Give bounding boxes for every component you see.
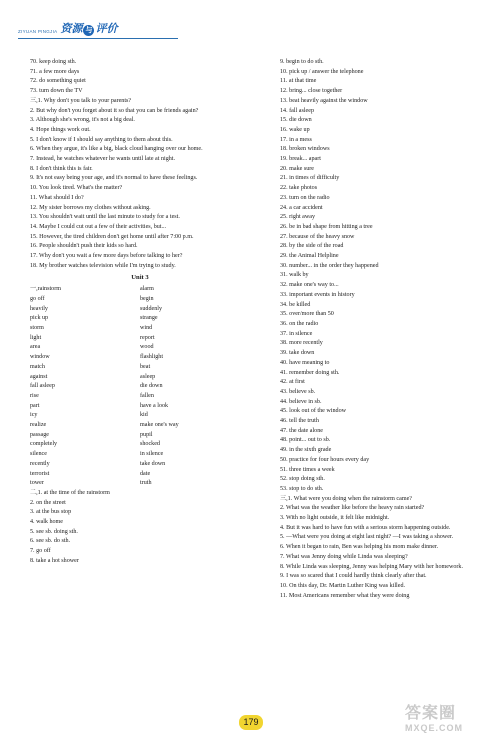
vocab-word: completely [30, 441, 58, 448]
text-line: 8. While Linda was sleeping, Jenny was helping Mary with her homework. [280, 563, 463, 570]
right-column [280, 58, 485, 601]
vocab-word: kid [140, 412, 148, 419]
vocab-word: beat [140, 363, 151, 370]
text-line: 8. I don't think this is fair. [30, 165, 93, 172]
vocab-word: tower [30, 480, 44, 487]
left-column [30, 58, 250, 567]
vocab-word: take down [140, 460, 166, 467]
vocab-word: fall asleep [30, 383, 55, 390]
vocab-word: pupil [140, 431, 153, 438]
text-line: 2. But why don't you forget about it so that you can be friends again? [30, 107, 199, 114]
vocab-word: report [140, 334, 155, 341]
text-line: 17. in a mess [280, 136, 312, 143]
vocab-word: truth [140, 480, 152, 487]
text-line: 49. in the sixth grade [280, 447, 332, 454]
text-line: 9. It's not easy being your age, and it's normal to have these feelings. [30, 175, 198, 182]
text-line: 29. the Animal Helpline [280, 253, 339, 260]
watermark-url: MXQE.COM [405, 723, 464, 733]
vocab-word: strange [140, 315, 158, 322]
vocab-word: wood [140, 344, 154, 351]
brand-text-a: 资源 [60, 22, 83, 35]
vocab-word: die down [140, 383, 163, 390]
text-line: 三,1. What were you doing when the rainstorm came? [280, 495, 412, 502]
text-line: 42. at first [280, 379, 305, 386]
text-line: 10. On this day, Dr. Martin Luther King was killed. [280, 582, 406, 589]
brand-pinyin: ZIYUAN PINGJIA [18, 29, 58, 34]
text-line: 31. walk by [280, 272, 309, 279]
text-line: 16. People shouldn't push their kids so hard. [30, 243, 138, 250]
text-line: 4. Hope things work out. [30, 126, 91, 133]
text-line: 4. walk home [30, 519, 64, 526]
text-line: 16. wake up [280, 126, 310, 133]
text-line: 30. number... in the order they happened [280, 262, 379, 269]
text-line: 72. do something quiet [30, 78, 86, 85]
brand-circle-icon: 与 [85, 26, 93, 34]
text-line: 10. pick up / answer the telephone [280, 68, 364, 75]
vocab-word: window [30, 354, 50, 361]
vocab-word: icy [30, 412, 38, 419]
page-number: 179 [239, 715, 263, 730]
text-line: 70. keep doing sth. [30, 59, 77, 65]
text-line: 7. What was Jenny doing while Linda was sleeping? [280, 553, 408, 560]
vocab-word: light [30, 334, 42, 341]
text-line: 20. make sure [280, 165, 315, 172]
brand-text-b: 评价 [95, 22, 118, 35]
vocab-word: match [30, 363, 45, 370]
watermark-logo [405, 700, 493, 740]
vocab-word: date [140, 470, 151, 477]
left-phrase-list [30, 489, 250, 567]
text-line: 9. I was so scared that I could hardly think clearly after that. [280, 573, 427, 580]
text-line: 28. by the side of the road [280, 243, 344, 250]
text-line: 23. turn on the radio [280, 194, 330, 201]
text-line: 17. Why don't you wait a few more days before talking to her? [30, 253, 183, 260]
text-line: 32. make one's way to... [280, 282, 339, 289]
text-line: 二,1. at the time of the rainstorm [30, 489, 110, 496]
vocab-word: against [30, 373, 48, 380]
text-line: 18. My brother watches television while I'm trying to study. [30, 262, 176, 269]
text-line: 18. broken windows [280, 146, 330, 153]
text-line: 51. three times a week [280, 466, 335, 473]
text-line: 52. stop doing sth. [280, 476, 325, 483]
unit-title: Unit 3 [131, 274, 149, 282]
text-line: 24. a car accident [280, 204, 323, 211]
text-line: 41. remember doing sth. [280, 369, 340, 376]
text-line: 3. Although she's wrong, it's not a big deal. [30, 117, 135, 124]
text-line: 三,1. Why don't you talk to your parents? [30, 97, 132, 104]
text-line: 44. believe in sb. [280, 398, 322, 405]
text-line: 27. because of the heavy snow [280, 233, 355, 240]
text-line: 5. see sb. doing sth. [30, 528, 78, 535]
right-sentence-list [280, 495, 485, 602]
text-line: 7. go off [30, 548, 51, 555]
vocab-word: begin [140, 295, 154, 302]
vocab-word: have a look [140, 402, 169, 409]
brand-logo [60, 20, 117, 36]
text-line: 2. on the street [30, 499, 66, 506]
text-line: 4. But it was hard to have fun with a serious storm happening outside. [280, 524, 451, 531]
text-line: 12. My sister borrows my clothes without asking. [30, 204, 151, 211]
vocab-word: recently [30, 460, 50, 467]
text-line: 35. over/more than 50 [280, 311, 334, 318]
text-line: 36. on the radio [280, 320, 319, 327]
text-line: 39. take down [280, 350, 315, 357]
vocab-word: passage [30, 431, 49, 438]
text-line: 13. beat heavily against the window [280, 97, 368, 104]
text-line: 5. —What were you doing at eight last night? —I was taking a shower. [280, 534, 454, 541]
vocab-word: terrorist [30, 470, 50, 477]
text-line: 45. look out of the window [280, 408, 347, 415]
vocab-word: part [30, 402, 40, 409]
left-sentence-list [30, 97, 250, 272]
text-line: 10. You look tired. What's the matter? [30, 185, 123, 192]
text-line: 11. What should I do? [30, 194, 84, 201]
text-line: 21. in times of difficulty [280, 175, 340, 182]
text-line: 37. in silence [280, 330, 313, 337]
text-line: 12. bring... close together [280, 88, 343, 95]
text-line: 33. important events in history [280, 291, 355, 298]
vocab-word: pick up [30, 315, 49, 322]
vocab-word: rise [30, 392, 39, 399]
text-line: 43. believe sb. [280, 388, 316, 395]
header-divider [18, 38, 178, 39]
right-phrase-list [280, 58, 485, 495]
text-line: 15. die down [280, 117, 312, 124]
left-phrase-list-end [30, 58, 250, 97]
vocab-word: suddenly [140, 305, 163, 312]
vocab-word: heavily [30, 305, 48, 312]
text-line: 3. at the bus stop [30, 509, 72, 516]
page-header [18, 12, 117, 36]
vocab-grid [30, 285, 250, 489]
text-line: 40. have meaning to [280, 359, 330, 366]
text-line: 8. take a hot shower [30, 557, 79, 564]
text-line: 47. the date alone [280, 427, 323, 434]
text-line: 34. be killed [280, 301, 311, 308]
text-line: 14. Maybe I could cut out a few of their activities, but... [30, 223, 167, 230]
text-line: 48. point... out to sb. [280, 437, 331, 444]
text-line: 22. take photos [280, 185, 318, 192]
text-line: 11. at that time [280, 78, 317, 85]
text-line: 2. What was the weather like before the heavy rain started? [280, 505, 425, 512]
text-line: 73. turn down the TV [30, 88, 83, 95]
vocab-word: fallen [140, 392, 154, 399]
text-line: 5. I don't know if I should say anything to them about this. [30, 136, 173, 143]
text-line: 6. When it began to rain, Ben was helping his mom make dinner. [280, 544, 439, 551]
text-line: 6. see sb. do sth. [30, 538, 71, 545]
text-line: 71. a few more days [30, 68, 80, 75]
text-line: 26. be in bad shape from hitting a tree [280, 223, 373, 230]
text-line: 11. Most Americans remember what they were doing [280, 592, 410, 599]
text-line: 14. fall asleep [280, 107, 315, 114]
vocab-word: alarm [140, 286, 154, 293]
vocab-word: storm [30, 324, 44, 331]
text-line: 25. right away [280, 214, 316, 221]
text-line: 7. Instead, he watches whatever he wants until late at night. [30, 156, 176, 163]
vocab-word: asleep [140, 373, 156, 380]
vocab-word: area [30, 344, 41, 351]
text-line: 46. tell the truth [280, 418, 319, 425]
text-line: 9. begin to do sth. [280, 59, 324, 65]
vocab-word: in silence [140, 451, 164, 458]
text-line: 3. With no light outside, it felt like midnight. [280, 515, 390, 522]
vocab-word: shocked [140, 441, 160, 448]
vocab-word: realize [30, 422, 47, 429]
text-line: 13. You shouldn't wait until the last minute to study for a test. [30, 214, 180, 221]
vocab-word: flashlight [140, 354, 164, 361]
text-line: 6. When they argue, it's like a big, black cloud hanging over our home. [30, 146, 203, 153]
text-line: 53. stop to do sth. [280, 485, 324, 492]
vocab-word: wind [140, 324, 153, 331]
text-line: 38. more recently [280, 340, 323, 347]
vocab-word: 一,rainstorm [30, 286, 61, 293]
vocab-word: make one's way [140, 422, 179, 429]
watermark-text: 答案圈 [405, 705, 457, 722]
vocab-word: silence [30, 451, 47, 458]
text-line: 50. practice for four hours every day [280, 456, 370, 463]
text-line: 19. break... apart [280, 156, 321, 163]
vocab-word: go off [30, 295, 45, 302]
text-line: 15. However, the tired children don't get home until after 7:00 p.m. [30, 233, 194, 240]
